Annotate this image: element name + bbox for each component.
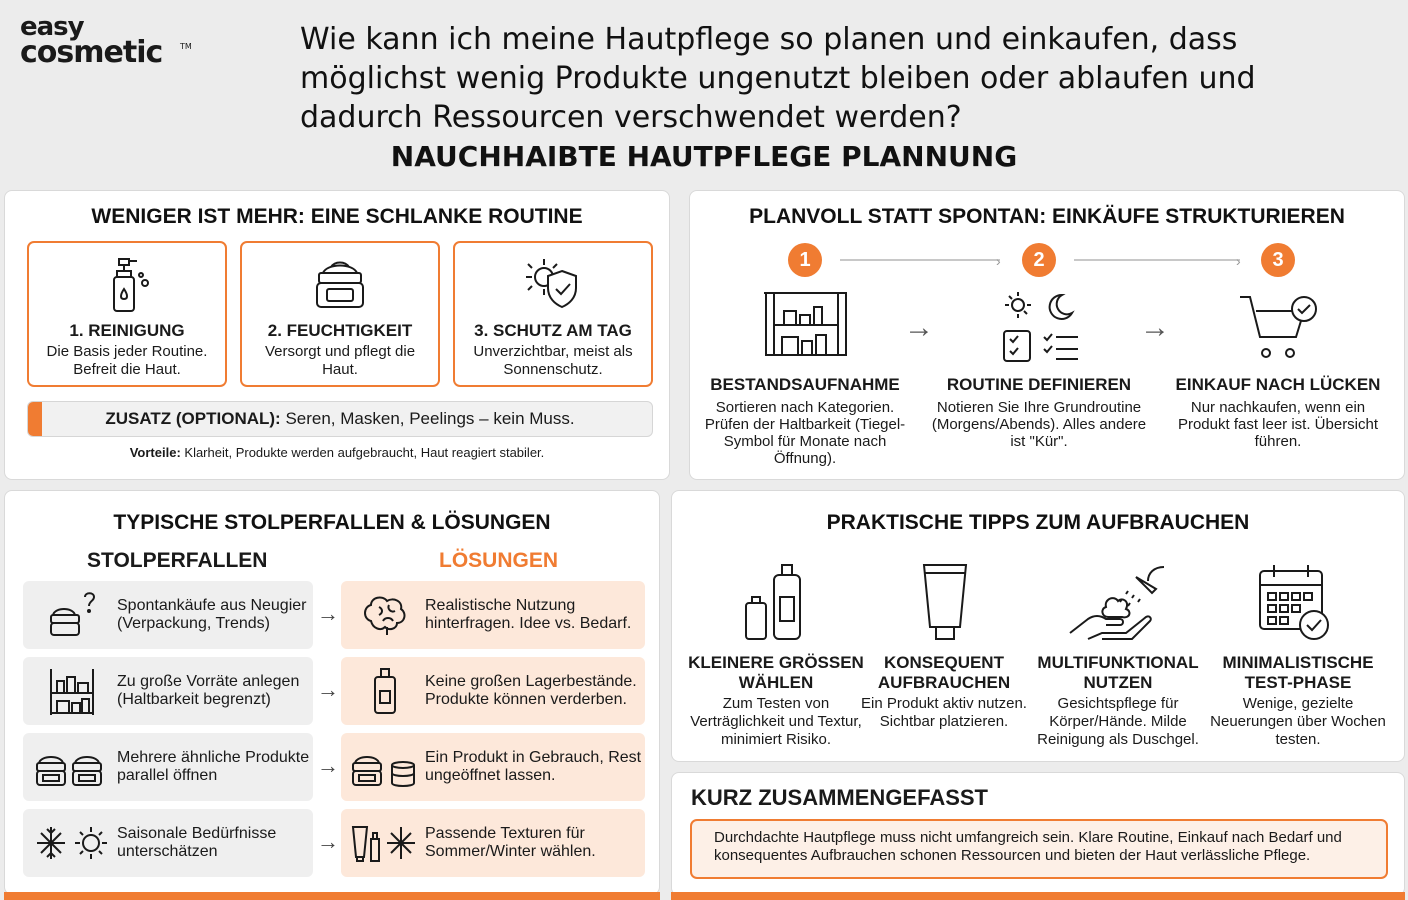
jar-question-icon	[47, 591, 97, 639]
brain-icon	[359, 591, 409, 639]
step-number-2: 2	[1022, 243, 1056, 277]
card-title: 3. SCHUTZ AM TAG	[474, 321, 632, 340]
routine-title: WENIGER IST MEHR: EINE SCHLANKE ROUTINE	[91, 205, 583, 228]
cream-jar-icon	[309, 253, 371, 315]
benefits-label: Vorteile:	[129, 445, 181, 460]
card-title: 2. FEUCHTIGKEIT	[267, 321, 413, 340]
row-arrow: →	[317, 829, 339, 854]
tip-multifunctional	[1028, 653, 1208, 749]
tip-smaller-sizes	[686, 653, 866, 749]
row-arrow: →	[317, 677, 339, 702]
step-inventory	[695, 375, 915, 467]
pitfall-text: Saisonale Bedürfnisse unterschätzen	[117, 825, 277, 860]
page-question: Wie kann ich meine Hautpflege so planen und einkaufen, dass möglichst wenig Produkte ungenutzt bleiben oder ablaufen und dadurch Ressourcen verschwendet werden?	[300, 22, 1256, 135]
accent-strip	[671, 892, 1405, 900]
tip-title: MULTIFUNKTIONAL NUTZEN	[1037, 653, 1199, 692]
connector-arrow-icon: ›	[1236, 253, 1241, 269]
pitfall-row	[23, 657, 313, 725]
routine-card-cleansing	[27, 241, 227, 387]
card-desc: Unverzichtbar, meist als Sonnenschutz.	[473, 343, 633, 378]
planning-panel	[689, 190, 1405, 480]
accent-bar	[28, 402, 42, 436]
benefits-text: Klarheit, Produkte werden aufgebraucht, Haut reagiert stabiler.	[180, 445, 545, 460]
planning-title: PLANVOLL STATT SPONTAN: EINKÄUFE STRUKTURIEREN	[749, 205, 1345, 228]
page-title: NAUCHHAIBTE HAUTPFLEGE PLANNUNG	[390, 140, 1018, 173]
sun-shield-icon	[520, 253, 586, 315]
solution-text: Realistische Nutzung hinterfragen. Idee vs. Bedarf.	[425, 597, 632, 632]
tubes-snow-icon	[349, 819, 419, 867]
connector-arrow-icon: ›	[996, 253, 1001, 269]
tip-title: KONSEQUENT AUFBRAUCHEN	[877, 653, 1011, 692]
solution-text: Passende Texturen für Sommer/Winter wählen.	[425, 825, 596, 860]
pitfall-text: Mehrere ähnliche Produkte parallel öffnen	[117, 749, 310, 784]
step-number-1: 1	[788, 243, 822, 277]
solution-text: Ein Produkt in Gebrauch, Rest ungeöffnet lassen.	[425, 749, 642, 784]
benefits-line	[5, 445, 669, 460]
summary-title: KURZ ZUSAMMENGEFASST	[691, 785, 988, 810]
pitfalls-title: TYPISCHE STOLPERFALLEN & LÖSUNGEN	[113, 511, 551, 534]
pitfall-row	[23, 733, 313, 801]
optional-addon-bar	[27, 401, 653, 437]
tip-title: KLEINERE GRÖSSEN WÄHLEN	[688, 653, 864, 692]
pitfall-row	[23, 809, 313, 877]
solutions-column-heading: LÖSUNGEN	[439, 549, 559, 572]
pump-bottle-icon	[97, 253, 157, 315]
cart-check-icon	[1238, 291, 1322, 363]
cabinet-icon	[762, 289, 850, 359]
single-bottle-icon	[365, 667, 405, 715]
accent-strip	[4, 892, 660, 900]
tube-icon	[920, 563, 970, 643]
tip-desc: Wenige, gezielte Neuerungen über Wochen testen.	[1210, 695, 1386, 748]
tip-desc: Ein Produkt aktiv nutzen. Sichtbar platzieren.	[861, 695, 1027, 730]
addon-text: Seren, Masken, Peelings – kein Muss.	[280, 409, 575, 428]
tip-desc: Gesichtspflege für Körper/Hände. Milde Reinigung als Duschgel.	[1037, 695, 1199, 748]
tip-desc: Zum Testen von Verträglichkeit und Textur, minimiert Risiko.	[690, 695, 862, 748]
step-arrow: →	[904, 311, 934, 344]
checklist-sun-moon-icon	[998, 289, 1082, 365]
row-arrow: →	[317, 753, 339, 778]
step-connector	[1074, 259, 1240, 261]
solution-row	[341, 581, 645, 649]
solution-text: Keine großen Lagerbestände. Produkte können verderben.	[425, 673, 637, 708]
solution-row	[341, 809, 645, 877]
step-arrow: →	[1140, 311, 1170, 344]
calendar-check-icon	[1256, 563, 1332, 643]
routine-panel	[4, 190, 670, 480]
solution-row	[341, 657, 645, 725]
card-title: 1. REINIGUNG	[69, 321, 185, 340]
step-shopping	[1168, 375, 1388, 450]
pitfalls-column-heading: STOLPERFALLEN	[87, 549, 268, 572]
step-desc: Notieren Sie Ihre Grundroutine (Morgens/Abends). Alles andere ist "Kür".	[931, 399, 1147, 450]
shower-hand-icon	[1066, 563, 1170, 643]
tip-test-phase	[1208, 653, 1388, 749]
pitfall-row	[23, 581, 313, 649]
pitfalls-panel	[4, 490, 660, 895]
addon-label: ZUSATZ (OPTIONAL):	[105, 409, 281, 428]
tip-use-up	[854, 653, 1034, 731]
snow-sun-icon	[33, 819, 109, 867]
summary-box: Durchdachte Hautpflege muss nicht umfangreich sein. Klare Routine, Einkauf nach Bedarf und konsequentes Aufbrauchen schonen Ressourcen und bieten der Haut verlässliche Pflege.	[690, 819, 1388, 879]
step-routine	[929, 375, 1149, 450]
routine-card-protection	[453, 241, 653, 387]
tips-title: PRAKTISCHE TIPPS ZUM AUFBRAUCHEN	[826, 511, 1250, 534]
step-number-3: 3	[1261, 243, 1295, 277]
brand-logo	[20, 12, 192, 71]
tips-panel	[671, 490, 1405, 762]
two-jars-icon	[33, 743, 109, 791]
card-desc: Versorgt und pflegt die Haut.	[264, 343, 416, 378]
shelf-icon	[47, 667, 97, 717]
card-desc: Die Basis jeder Routine. Befreit die Haut.	[46, 343, 208, 378]
brand-line2: cosmetic	[20, 35, 163, 71]
step-desc: Nur nachkaufen, wenn ein Produkt fast leer ist. Übersicht führen.	[1177, 399, 1379, 450]
step-title: EINKAUF NACH LÜCKEN	[1175, 375, 1381, 394]
step-desc: Sortieren nach Kategorien. Prüfen der Haltbarkeit (Tiegel-Symbol für Monate nach Öffnung).	[704, 399, 906, 467]
open-closed-jar-icon	[349, 743, 419, 791]
brand-line1: easy	[20, 12, 84, 42]
summary-panel	[671, 772, 1405, 896]
step-title: ROUTINE DEFINIEREN	[946, 375, 1132, 394]
step-title: BESTANDSAUFNAHME	[710, 375, 900, 394]
solution-row	[341, 733, 645, 801]
small-bottles-icon	[742, 563, 812, 643]
routine-card-moisture	[240, 241, 440, 387]
pitfall-text: Zu große Vorräte anlegen (Haltbarkeit begrenzt)	[117, 673, 300, 708]
brand-trademark: TM	[180, 42, 192, 51]
pitfall-text: Spontankäufe aus Neugier (Verpackung, Trends)	[117, 597, 307, 632]
step-connector	[840, 259, 1000, 261]
row-arrow: →	[317, 601, 339, 626]
tip-title: MINIMALISTISCHE TEST-PHASE	[1222, 653, 1374, 692]
